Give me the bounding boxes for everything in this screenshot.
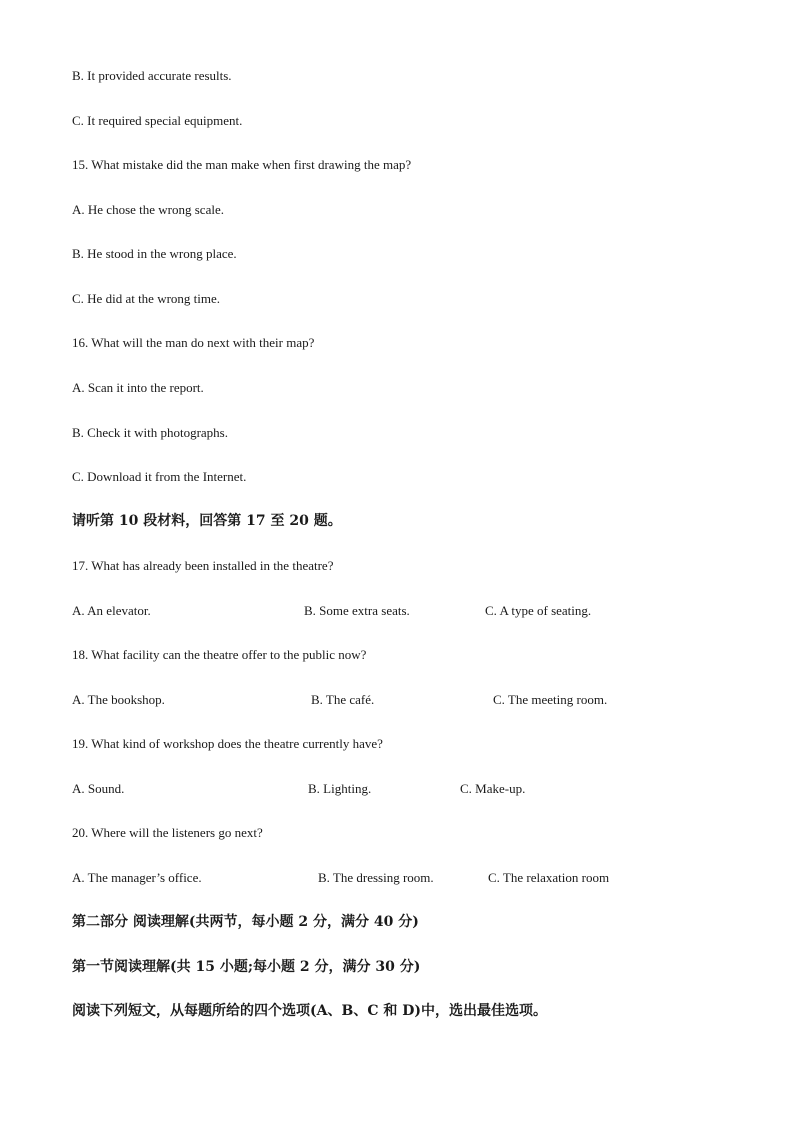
q16-option-c: C. Download it from the Internet. (72, 469, 247, 484)
q18-question: 18. What facility can the theatre offer to the public now? (72, 647, 367, 662)
section-10-heading: 请听第 10 段材料，回答第 17 至 20 题。 (72, 513, 342, 529)
q18-option-a: A. The bookshop. (72, 692, 165, 707)
q20-option-c: C. The relaxation room (488, 870, 610, 885)
q15-option-a: A. He chose the wrong scale. (72, 202, 224, 217)
q17-option-b: B. Some extra seats. (304, 603, 410, 618)
q15-option-b: B. He stood in the wrong place. (72, 246, 237, 261)
q20-question: 20. Where will the listeners go next? (72, 825, 263, 840)
q17-question: 17. What has already been installed in the theatre? (72, 558, 334, 573)
q18-option-c: C. The meeting room. (493, 692, 608, 707)
section-1-heading: 第一节阅读理解(共 15 小题;每小题 2 分，满分 30 分) (72, 959, 421, 975)
q17-option-a: A. An elevator. (72, 603, 151, 618)
q16-question: 16. What will the man do next with their map? (72, 335, 315, 350)
q16-option-b: B. Check it with photographs. (72, 425, 228, 440)
q15-option-c: C. He did at the wrong time. (72, 291, 221, 306)
q19-option-b: B. Lighting. (308, 781, 372, 796)
q14-option-c: C. It required special equipment. (72, 113, 243, 128)
part-2-heading: 第二部分 阅读理解(共两节，每小题 2 分，满分 40 分) (72, 914, 419, 930)
q19-option-c: C. Make-up. (460, 781, 526, 796)
q14-option-b: B. It provided accurate results. (72, 68, 232, 83)
q18-option-b: B. The café. (311, 692, 375, 707)
q20-option-a: A. The manager’s office. (72, 870, 202, 885)
q15-question: 15. What mistake did the man make when first drawing the map? (72, 157, 412, 172)
q16-option-a: A. Scan it into the report. (72, 380, 204, 395)
reading-instruction: 阅读下列短文，从每题所给的四个选项(A、B、C 和 D)中，选出最佳选项。 (72, 1003, 547, 1019)
q19-question: 19. What kind of workshop does the theatre currently have? (72, 736, 383, 751)
q19-option-a: A. Sound. (72, 781, 125, 796)
q20-option-b: B. The dressing room. (318, 870, 434, 885)
q17-option-c: C. A type of seating. (485, 603, 592, 618)
